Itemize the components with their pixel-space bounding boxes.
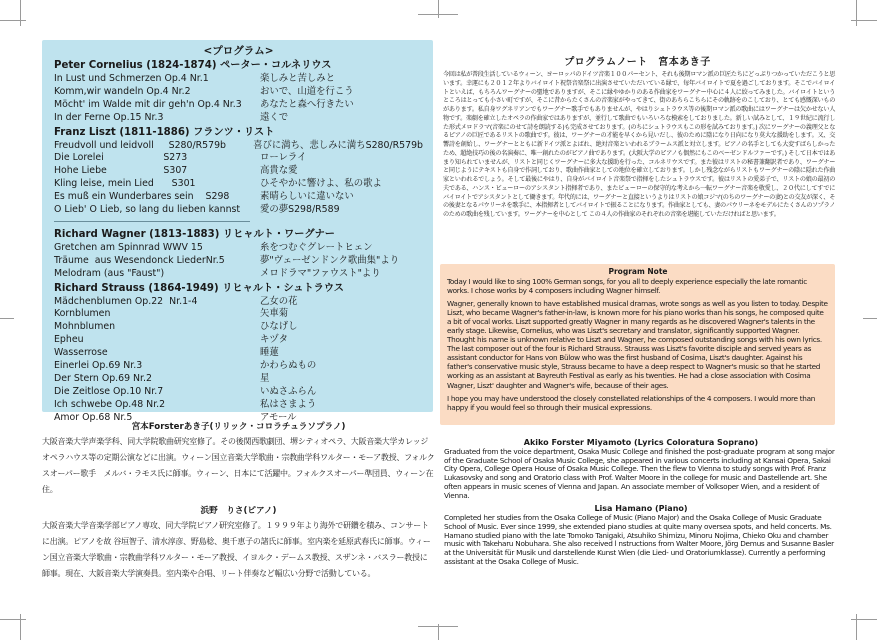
piece-title-ja: ローレライ: [260, 152, 307, 164]
program-row: [54, 268, 423, 281]
piece-title: Möcht' im Walde mit dir geh'n Op.4 Nr.3: [54, 98, 242, 110]
program-row: [54, 152, 423, 165]
piece-title: Der Stern Op.69 Nr.2: [54, 372, 152, 384]
program-row: [54, 255, 423, 268]
piece-title-ja: ひなげし: [260, 321, 298, 333]
piece-title-ja: 私はさまよう: [260, 398, 317, 410]
program-row: [54, 112, 423, 125]
program-row: [54, 386, 423, 399]
crop-mark: [851, 619, 877, 620]
piece-title-ja: 楽しみと苦しみと: [260, 73, 336, 84]
crop-mark: [438, 0, 439, 18]
program-box: [42, 40, 433, 423]
program-row: [54, 204, 423, 217]
piece-title: Freudvoll und leidvoll S280/R579b: [54, 139, 226, 151]
piece-title: Die Lorelei S273: [54, 152, 188, 164]
composer-heading: Richard Strauss (1864-1949) リヒャルト・シュトラウス: [54, 282, 344, 294]
program-row: [54, 140, 423, 153]
composer-heading: Peter Cornelius (1824-1874) ペーター・コルネリウス: [54, 60, 332, 71]
piece-title: In der Ferne Op.15 Nr.3: [54, 111, 164, 123]
crop-mark: [851, 20, 877, 21]
piece-title: Mohnblumen: [54, 321, 116, 333]
program-row: [54, 73, 423, 86]
piece-title-ja: 遠くで: [260, 111, 289, 123]
piece-title: Epheu: [54, 334, 84, 346]
performer-bios-ja: [42, 420, 435, 582]
program-row: [54, 399, 423, 412]
piece-title: Die Zeitlose Op.10 Nr.7: [54, 385, 164, 397]
piece-title-ja: おいで、山道を行こう: [260, 85, 354, 97]
piece-title: Ich schwebe Op.48 Nr.2: [54, 398, 166, 410]
piece-title-ja: あなたと森へ行きたい: [260, 98, 354, 110]
piece-title: Komm,wir wandeln Op.4 Nr.2: [54, 85, 191, 97]
piece-title-ja: 睡蓮: [260, 347, 279, 359]
piece-title-ja: 星: [260, 372, 270, 384]
composer-heading: Franz Liszt (1811-1886) フランツ・リスト: [54, 126, 275, 138]
piece-title-ja: いぬさふらん: [260, 385, 317, 397]
divider: [54, 221, 250, 222]
performer-bios-en: [444, 437, 838, 569]
piece-title-ja: 愛の夢S298/R589: [260, 204, 340, 216]
piece-title-ja: 糸をつむぐグレートヒェン: [260, 241, 373, 253]
piece-title: Melodram (aus "Faust"): [54, 267, 165, 279]
piece-title: Wasserrose: [54, 347, 108, 359]
program-row: [54, 191, 423, 204]
program-row: [54, 86, 423, 99]
program-row: [54, 347, 423, 360]
crop-mark: [0, 20, 26, 21]
program-row: [54, 165, 423, 178]
piece-title: O Lieb' O Lieb, so lang du lieben kannst: [54, 204, 241, 216]
program-row: [54, 334, 423, 347]
program-row: [54, 178, 423, 191]
piece-title-ja: 高貴な愛: [260, 165, 298, 177]
piece-title-ja: アモール: [260, 411, 297, 423]
piece-title-ja: 素晴らしいに違いない: [260, 191, 354, 203]
piece-title-ja: 喜びに満ち、悲しみに満ちS280/R579b: [253, 139, 423, 151]
bio-text: 大阪音楽大学音楽学部ピアノ専攻、同大学院ピアノ研究室修了。１９９９年より海外で研鑽を積み、コンサートに出演。ピアノを故 谷垣智子、清水淳彦、野島稔、奥千恵子の諸氏に師事。室内楽を延原武春氏に師事。ウィーン国立音楽大学歌曲・宗教曲学科ワルター・モーア教授、イヨルク・デームス教授、スザンネ・バスラー教授に師事。現在、大阪音楽大学演奏員。室内楽や合唱、リート伴奏など幅広い分野で活動している。: [42, 521, 431, 578]
piece-title: In Lust und Schmerzen Op.4 Nr.1: [54, 73, 209, 84]
piece-title-ja: キヅタ: [260, 334, 289, 346]
program-title: <プログラム>: [203, 45, 274, 57]
piece-title-ja: かわらぬもの: [260, 360, 317, 372]
composer-heading: Richard Wagner (1813-1883) リヒャルト・ワーグナー: [54, 228, 335, 240]
program-row: [54, 321, 423, 334]
crop-mark: [20, 0, 21, 26]
piece-title: Gretchen am Spinnrad WWV 15: [54, 241, 203, 253]
piece-title: Es muß ein Wunderbares sein S298: [54, 191, 230, 203]
bio-text: 大阪音楽大学声楽学科、同大学院歌曲研究室修了。その後関西歌劇団、堺シティオペラ、大阪音楽大学カレッジオペラハウス等の定期公演などに出演。ウィーン国立音楽大学歌曲・宗教曲学科ワルター・モーア教授、フォルクスオーパー歌手 メルバ・ラモス氏に師事。ウィーン、日本にて活躍中。フォルクスオーパー準団員、ウィーン在住。: [42, 437, 435, 494]
bio-text: Graduated from the voice department, Osaka Music College and finished the post-graduate program at song major of the Graduate School of Osaka Music College, she appeared in various concerts including at Kansai Opera, Sakai City Opera, College Opera House of Osaka Music College. Then the flew to Vienna to study songs with Prof. Franz Lukasovsky and song and Oratorio class with Prof. Walter Moore in the college for music and Dastellende art. She often appears in music scenes of Vienna and Japan. An associate member of Volksoper Wien, and a resident of Vienna.: [444, 447, 835, 500]
crop-mark: [418, 14, 458, 15]
program-row: [54, 296, 423, 309]
bio-name: Akiko Forster Miyamoto (Lyrics Coloratura Soprano): [523, 438, 759, 447]
piece-title: Kornblumen: [54, 308, 111, 320]
piece-title: Einerlei Op.69 Nr.3: [54, 360, 143, 372]
piece-title: Hohe Liebe S307: [54, 165, 188, 177]
crop-mark: [863, 318, 877, 319]
piece-title-ja: 矢車菊: [260, 308, 289, 320]
bio-name: 浜野 りさ(ピアノ): [200, 506, 277, 516]
piece-title: Mädchenblumen Op.22 Nr.1-4: [54, 295, 198, 307]
crop-mark: [856, 614, 857, 640]
program-row: [54, 242, 423, 255]
piece-title: Amor Op.68 Nr.5: [54, 411, 133, 423]
piece-title-ja: 乙女の花: [260, 295, 298, 307]
program-note-paragraph: I hope you may have understood the closely constellated relationships of the 4 composers. I would more than happy if you would feel so through their musical expressions.: [447, 393, 816, 412]
piece-title-ja: メロドラマ"ファウスト"より: [260, 267, 381, 279]
program-row: [54, 373, 423, 386]
program-row: [54, 360, 423, 373]
crop-mark: [20, 614, 21, 640]
program-note-box: [440, 264, 835, 425]
program-note-paragraph: Today I would like to sing 100% German songs, for you all to deeply experience especially the late romantic works. I chose works by 4 composers including Wagner himself.: [447, 277, 807, 296]
program-note-title: Program Note: [608, 267, 668, 276]
crop-mark: [0, 619, 26, 620]
bio-text: Completed her studies from the Osaka College of Music (Piano Major) and the Osaka College of Music Graduate School of Music. Ever since 1999, she extended piano studies at quite many oversea spots, and held concerts. Ms. Hamano studied piano with the late Tomoko Tanigaki, Atsuhiko Shimizu, Minoru Nojima, Chieko Oku and chamber music with Takeharu Nobuhara. She also received l nstructions from Walter Moore, Jörg Demus and Susanne Basler at the Universität für Musik und darstellende Kunst Wien (die Lied- und Oratoriumklasse). Currently a performing assistant at the Osaka College of Music.: [444, 513, 834, 566]
crop-mark: [856, 0, 857, 26]
program-row: [54, 99, 423, 112]
piece-title: Kling leise, mein Lied S301: [54, 178, 196, 190]
bio-name: 宮本Forsterあき子(リリック・コロラチュラソプラノ): [131, 422, 346, 432]
piece-title: Träume aus Wesendonck LiederNr.5: [54, 254, 225, 266]
notes-body: 今回は私が普段生活しているウィーン、ヨーロッパのドイツ音楽１００パーセント、それも後期ロマン派の巨匠たちにどっぷりつかっていただこうと思います。幸運にも２０１２年よりバイロイト祝祭音楽祭に出演させていただいている縁で、毎年バイロイトで夏を過ごしております。そこでバイロイトといえば、もちろんワーグナーの聖地でありますが、そこに縁やゆかりのある作曲家をワーグナー中心に４人に絞ってみました。バイロイトというところはとっても小さい町ですが、そこに昔からたくさんの音楽家がやってきて、街のあちらこちらにその軌跡をのこしており、とても感慨深いものがあります。私自身ワグネリアンでもワーグナー歌手でもありませんが、やはりシュトラウス等の後期ロマン派の歌曲にはワーグナーは欠かせない人物です。楽劇を確立したオペラの作曲家ではありますが、並行して歌曲でもいろいろな模索をしておりました。新しい試みとして、１９世紀に流行した形式メロドラマ(音楽にのせて詩を朗読する)も完成させております。(のちにシュトラウスもこの形を試みております。) 次にワーグナーの義理父となるピアノの巨匠であるリストの歌曲です。彼は、ワーグナーの才能を早くから見いだし、彼のために陰になり日向になり莫大な援助をします。又、交響詩を創始し、ワーグナーとともに新ドイツ派とよばれ、絶対音楽といわれるブラームス派と対立します。ピアノの名手としても大変すばらしかったため、超絶技巧の後の名演奏に、唯一創れたのがピアノ曲であります。(大阪大学のピアノも偶然にもこのベーゼンドルファーです。) そして日本ではあまり知られていませんが、リストと同じくワーグナーに多大な援助を行った、コルネリウスです。また彼はリストの秘書兼翻訳者であり、ワーグナーと同じようにテキストも自身で作詞しており、歌曲作曲家としての地位を確立しております。しかし残念ながらリストもワーグナーの陰に隠れた作曲家といわれるでしょう。そして最後にやはり、自身がバイロイト音楽祭で指揮をしたシュトラウスです。彼はリストの愛弟子で、リストの娘の最初の夫である、ハンス・ビューローのアシスタント指揮者であり、またビューローの保守的な考えから一転ワーグナー音楽を敬愛し、２０代にしてすでにバイロイトでアシスタントとして働きます。年代的には、ワーグナーと直接というよりはリストの娘コジマ(のちのワーグナーの妻)との交友が深く、その後妻となるパウリーネを歌手に、本指揮者としてバイロイトで振ることになります。作曲家としても、妻のパウリーネをモデルにたくさんのソプラノのための歌曲を残しています。ワーグナーを中心として この４人の作曲家のそれぞれの音楽を堪能していただければと思います。: [443, 71, 835, 218]
piece-title-ja: 夢"ヴェーゼンドンク歌曲集"より: [260, 254, 400, 266]
crop-mark: [0, 318, 14, 319]
program-row: [54, 308, 423, 321]
crop-mark: [418, 626, 458, 627]
program-note-paragraph: Wagner, generally known to have established musical dramas, wrote songs as well as you listen to today. Despite Liszt, who became Wagner's father-in-law, is known more for his piano works than his songs, he composed quite a bit of vocal works. Liszt supported greatly Wagner in many regards as he discovered Wagner's talents in the early stage. Likewise, Cornelius, who was Liszt's secretary and translator, significantly supported Wagner. Thought his name is unknown relative to Liszt and Wagner, he composed outstanding songs with his own lyrics. The last composer out of the four is Richard Strauss. Strauss was Liszt's favorite disciple and served years as assistant conductor for Hans von Bülow who was the first husband of Cosima, Liszt's daughter. Against his father's conservative music style, Strauss became to have a deep respect to Wagner's music so that he started working as an assistant at Bayreuth Festival as early as his twenties. He had a close association with Cosima Wagner, Liszt' daughter and Wagner's wife, because of their ages.: [447, 299, 828, 390]
bio-name: Lisa Hamano (Piano): [594, 504, 688, 514]
piece-title-ja: ひそやかに響けよ、私の歌よ: [260, 178, 382, 190]
notes-title: プログラムノート 宮本あき子: [564, 57, 711, 68]
